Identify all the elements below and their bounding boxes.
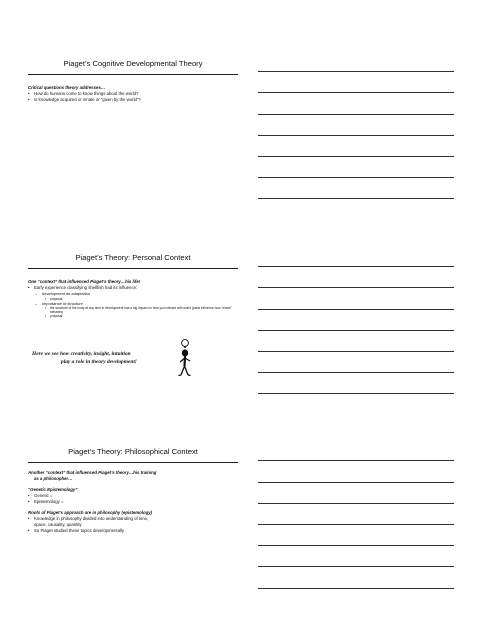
note-line (258, 566, 454, 567)
note-line (258, 114, 454, 115)
slide-1-body (28, 85, 238, 103)
list-item: • How do humans come to know things about the world? (28, 91, 238, 97)
slide-3 (28, 440, 238, 590)
note-line (258, 177, 454, 178)
stick-figure-lightbulb-icon (174, 338, 196, 378)
list-item: • Knowledge in philosophy divided into understanding of time, (28, 516, 238, 522)
slide-3-heading-2: Roots of Piaget’s approach are in philosophy (epistemology) (28, 510, 153, 515)
slide-2-caption-line-2: play a role in theory development! (61, 359, 137, 365)
slide-3-heading-line-2: as a philosopher… (34, 476, 73, 481)
note-line (258, 503, 454, 504)
note-line (258, 330, 454, 331)
slide-3-body (28, 470, 238, 534)
note-line (258, 351, 454, 352)
list-item: • Early experience classifying shellfish had its influence: (28, 285, 238, 291)
slide-3-title: Piaget’s Theory: Philosophical Context (68, 447, 198, 456)
sub-sub-list-item: • proposal: (28, 297, 238, 301)
slide-2-divider (28, 268, 238, 269)
slide-2-heading: One “context” that influenced Piaget’s theory…his life! (28, 279, 141, 284)
slide-2-body (28, 279, 238, 318)
note-line (258, 135, 454, 136)
sub-sub-list-item: • proposal: (28, 314, 238, 318)
note-line (258, 156, 454, 157)
slide-2-caption-line-1: Here we see how creativity, insight, intuition (32, 351, 131, 357)
slide-2 (28, 246, 238, 396)
slide-2-title: Piaget’s Theory: Personal Context (75, 253, 191, 262)
note-line (258, 92, 454, 93)
list-item: • Is knowledge acquired or innate or “given by the world”? (28, 97, 238, 103)
list-item: • Genetic = (28, 493, 238, 499)
slide-3-divider (28, 462, 238, 463)
slide-1-divider (28, 74, 238, 75)
slide-1-title: Piaget’s Cognitive Developmental Theory (63, 59, 203, 68)
slide-1 (28, 52, 238, 202)
note-line (258, 198, 454, 199)
note-line (258, 460, 454, 461)
sub-list-item: – development as adaptation (28, 291, 238, 297)
note-line (258, 287, 454, 288)
slide-3-heading-line-1: Another “context” that influenced Piaget’s theory…his training (28, 470, 157, 475)
sub-list-item: – importance of structure (28, 301, 238, 307)
note-line (258, 372, 454, 373)
note-line (258, 266, 454, 267)
slide-1-heading: Critical questions theory addresses… (28, 85, 106, 90)
list-item: • Epistemology = (28, 499, 238, 505)
note-line (258, 71, 454, 72)
slide-3-subheading: “Genetic Epistemology” (28, 487, 78, 492)
note-line (258, 524, 454, 525)
note-line (258, 588, 454, 589)
note-line (258, 482, 454, 483)
list-item: • So Piaget studied these topics developmentally (28, 528, 238, 534)
note-line (258, 545, 454, 546)
list-item-continuation: space, causality, quantity (34, 522, 82, 527)
note-line (258, 393, 454, 394)
note-line (258, 309, 454, 310)
sub-sub-list-item: • the structure of the body at any time in development has a big impact on how you interact with world (parts influence how “whole” behaves) (28, 306, 238, 314)
